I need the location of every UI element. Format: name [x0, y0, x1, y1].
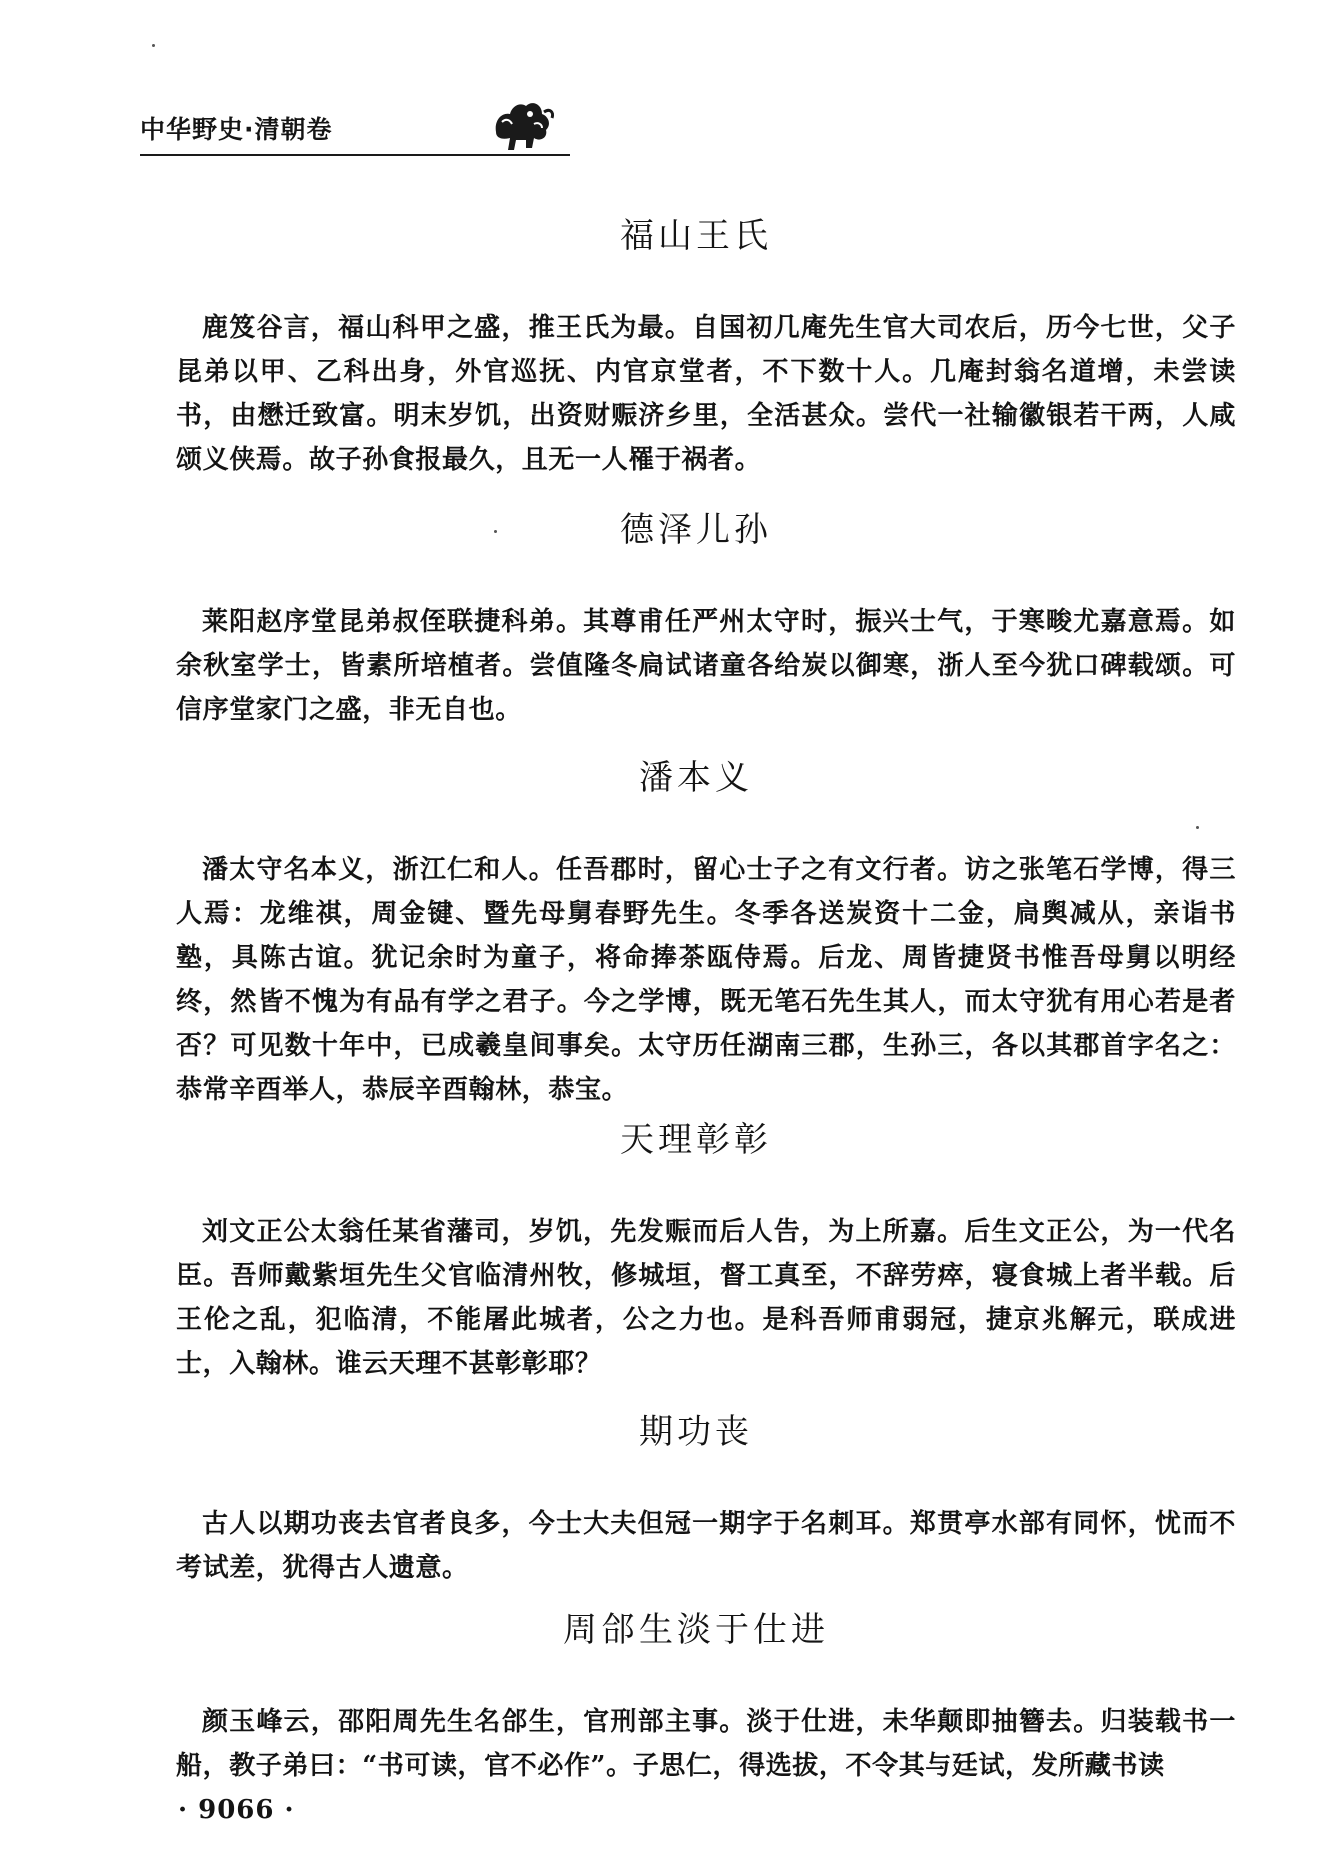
section-body: 古人以期功丧去官者良多，今士大夫但冠一期字于名刺耳。郑贯亭水部有同怀，忧而不考试差，犹得古人遗意。: [176, 1509, 1236, 1583]
scan-speck: [152, 44, 155, 47]
section-tianli-zhangzhang: [176, 1118, 1236, 1386]
lion-emblem-icon: [488, 92, 558, 158]
section-title: 天理彰彰: [620, 1120, 772, 1160]
section-deze-ersun: [176, 508, 1236, 732]
scan-speck: [1196, 826, 1199, 829]
section-fushan-wang: [176, 214, 1236, 482]
section-body: 刘文正公太翁任某省藩司，岁饥，先发赈而后人告，为上所嘉。后生文正公，为一代名臣。吾师戴紫垣先生父官临清州牧，修城垣，督工真至，不辞劳瘁，寝食城上者半载。后王伦之乱，犯临清，不能屠此城者，公之力也。是科吾师甫弱冠，捷京兆解元，联成进士，入翰林。谁云天理不甚彰彰耶？: [176, 1217, 1236, 1379]
section-pan-benyi: [176, 756, 1236, 1112]
scan-speck: [494, 530, 497, 533]
section-body: 鹿笈谷言，福山科甲之盛，推王氏为最。自国初几庵先生官大司农后，历今七世，父子昆弟以甲、乙科出身，外官巡抚、内官京堂者，不下数十人。几庵封翁名道增，未尝读书，由懋迁致富。明末岁饥，出资财赈济乡里，全活甚众。尝代一社输徽银若干两，人咸颂义侠焉。故子孙食报最久，且无一人罹于祸者。: [176, 313, 1236, 475]
section-body: 颜玉峰云，邵阳周先生名郃生，官刑部主事。淡于仕进，未华颠即抽簪去。归装载书一船，教子弟曰：“书可读，官不必作”。子思仁，得选拔，不令其与廷试，发所藏书读: [176, 1707, 1236, 1781]
section-title: 周郃生淡于仕进: [563, 1610, 829, 1650]
section-body: 潘太守名本义，浙江仁和人。任吾郡时，留心士子之有文行者。访之张笔石学博，得三人焉：龙维祺，周金键、暨先母舅春野先生。冬季各送炭资十二金，扃舆减从，亲诣书塾，具陈古谊。犹记余时为童子，将命捧茶瓯侍焉。后龙、周皆捷贤书惟吾母舅以明经终，然皆不愧为有品有学之君子。今之学博，既无笔石先生其人，而太守犹有用心若是者否？可见数十年中，已成羲皇间事矣。太守历任湖南三郡，生孙三，各以其郡首字名之：恭常辛酉举人，恭辰辛酉翰林，恭宝。: [176, 855, 1236, 1105]
section-body: 莱阳赵序堂昆弟叔侄联捷科弟。其尊甫任严州太守时，振兴士气，于寒畯尤嘉意焉。如余秋室学士，皆素所培植者。尝值隆冬扃试诸童各给炭以御寒，浙人至今犹口碑载颂。可信序堂家门之盛，非无自也。: [176, 607, 1236, 725]
section-qigong-sang: [176, 1410, 1236, 1590]
section-title: 期功丧: [639, 1412, 753, 1452]
section-title: 潘本义: [639, 758, 753, 798]
running-title: 中华野史·清朝卷: [140, 115, 333, 144]
page-number: · 9066 ·: [178, 1795, 295, 1825]
section-title: 德泽儿孙: [620, 510, 772, 550]
section-zhou-gesheng: [176, 1608, 1236, 1788]
section-title: 福山王氏: [620, 216, 772, 256]
